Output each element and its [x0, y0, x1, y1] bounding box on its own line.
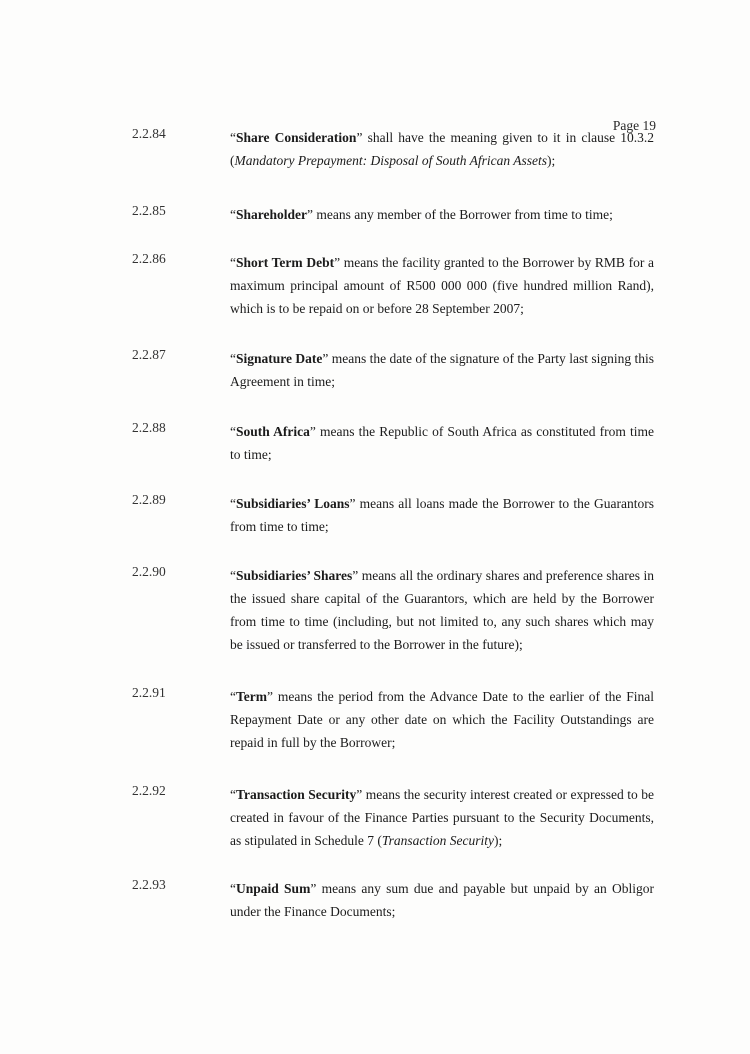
clause-number: 2.2.88	[132, 420, 166, 435]
defined-term: Transaction Security	[236, 787, 357, 802]
clause-text: “Transaction Security” means the security interest created or expressed to be created in favour of the Finance Parties pursuant to the Security Documents, as stipulated in Schedule 7 (Transaction Security);	[230, 787, 655, 848]
clause-number: 2.2.92	[132, 783, 166, 798]
clause-number: 2.2.85	[132, 203, 166, 218]
defined-term: Shareholder	[236, 207, 308, 222]
clause-reference: Transaction Security	[381, 833, 494, 848]
defined-term: Signature Date	[236, 351, 323, 366]
clause-text: “Term” means the period from the Advance Date to the earlier of the Final Repayment Date or any other date on which the Facility Outstandings are repaid in full by the Borrower;	[230, 689, 654, 750]
defined-term: Subsidiaries’ Loans	[236, 496, 350, 511]
clause-number: 2.2.86	[132, 251, 166, 266]
page-number: Page 19	[612, 118, 656, 133]
clause-text: “Share Consideration” shall have the meaning given to it in clause 10.3.2 (Mandatory Prepayment: Disposal of South African Assets);	[230, 130, 654, 168]
clause-text: “Subsidiaries’ Shares” means all the ordinary shares and preference shares in the issued share capital of the Guarantors, which are held by the Borrower from time to time (including, but not limited to, any such shares which may be issued or transferred to the Borrower in the future);	[230, 568, 654, 652]
clause-number: 2.2.91	[132, 685, 166, 700]
defined-term: Share Consideration	[236, 130, 357, 145]
clause-text: “Shareholder” means any member of the Borrower from time to time;	[230, 207, 613, 222]
clause-text: “Subsidiaries’ Loans” means all loans made the Borrower to the Guarantors from time to time;	[230, 496, 654, 534]
clause-number: 2.2.90	[132, 564, 166, 579]
clause-text: “Signature Date” means the date of the signature of the Party last signing this Agreement in time;	[230, 351, 654, 389]
clause-number: 2.2.84	[132, 126, 166, 141]
defined-term: South Africa	[236, 424, 310, 439]
clause-text: “Short Term Debt” means the facility granted to the Borrower by RMB for a maximum principal amount of R500 000 000 (five hundred million Rand), which is to be repaid on or before 28 September 2007;	[230, 255, 654, 316]
defined-term: Short Term Debt	[236, 255, 335, 270]
defined-term: Term	[236, 689, 267, 704]
clause-text: “South Africa” means the Republic of South Africa as constituted from time to time;	[230, 424, 654, 462]
clause-number: 2.2.93	[132, 877, 166, 892]
clause-text: “Unpaid Sum” means any sum due and payable but unpaid by an Obligor under the Finance Documents;	[230, 881, 654, 919]
defined-term: Unpaid Sum	[236, 881, 311, 896]
defined-term: Subsidiaries’ Shares	[236, 568, 353, 583]
clause-number: 2.2.89	[132, 492, 166, 507]
clause-reference: Mandatory Prepayment: Disposal of South African Assets	[234, 153, 547, 168]
clause-number: 2.2.87	[132, 347, 166, 362]
